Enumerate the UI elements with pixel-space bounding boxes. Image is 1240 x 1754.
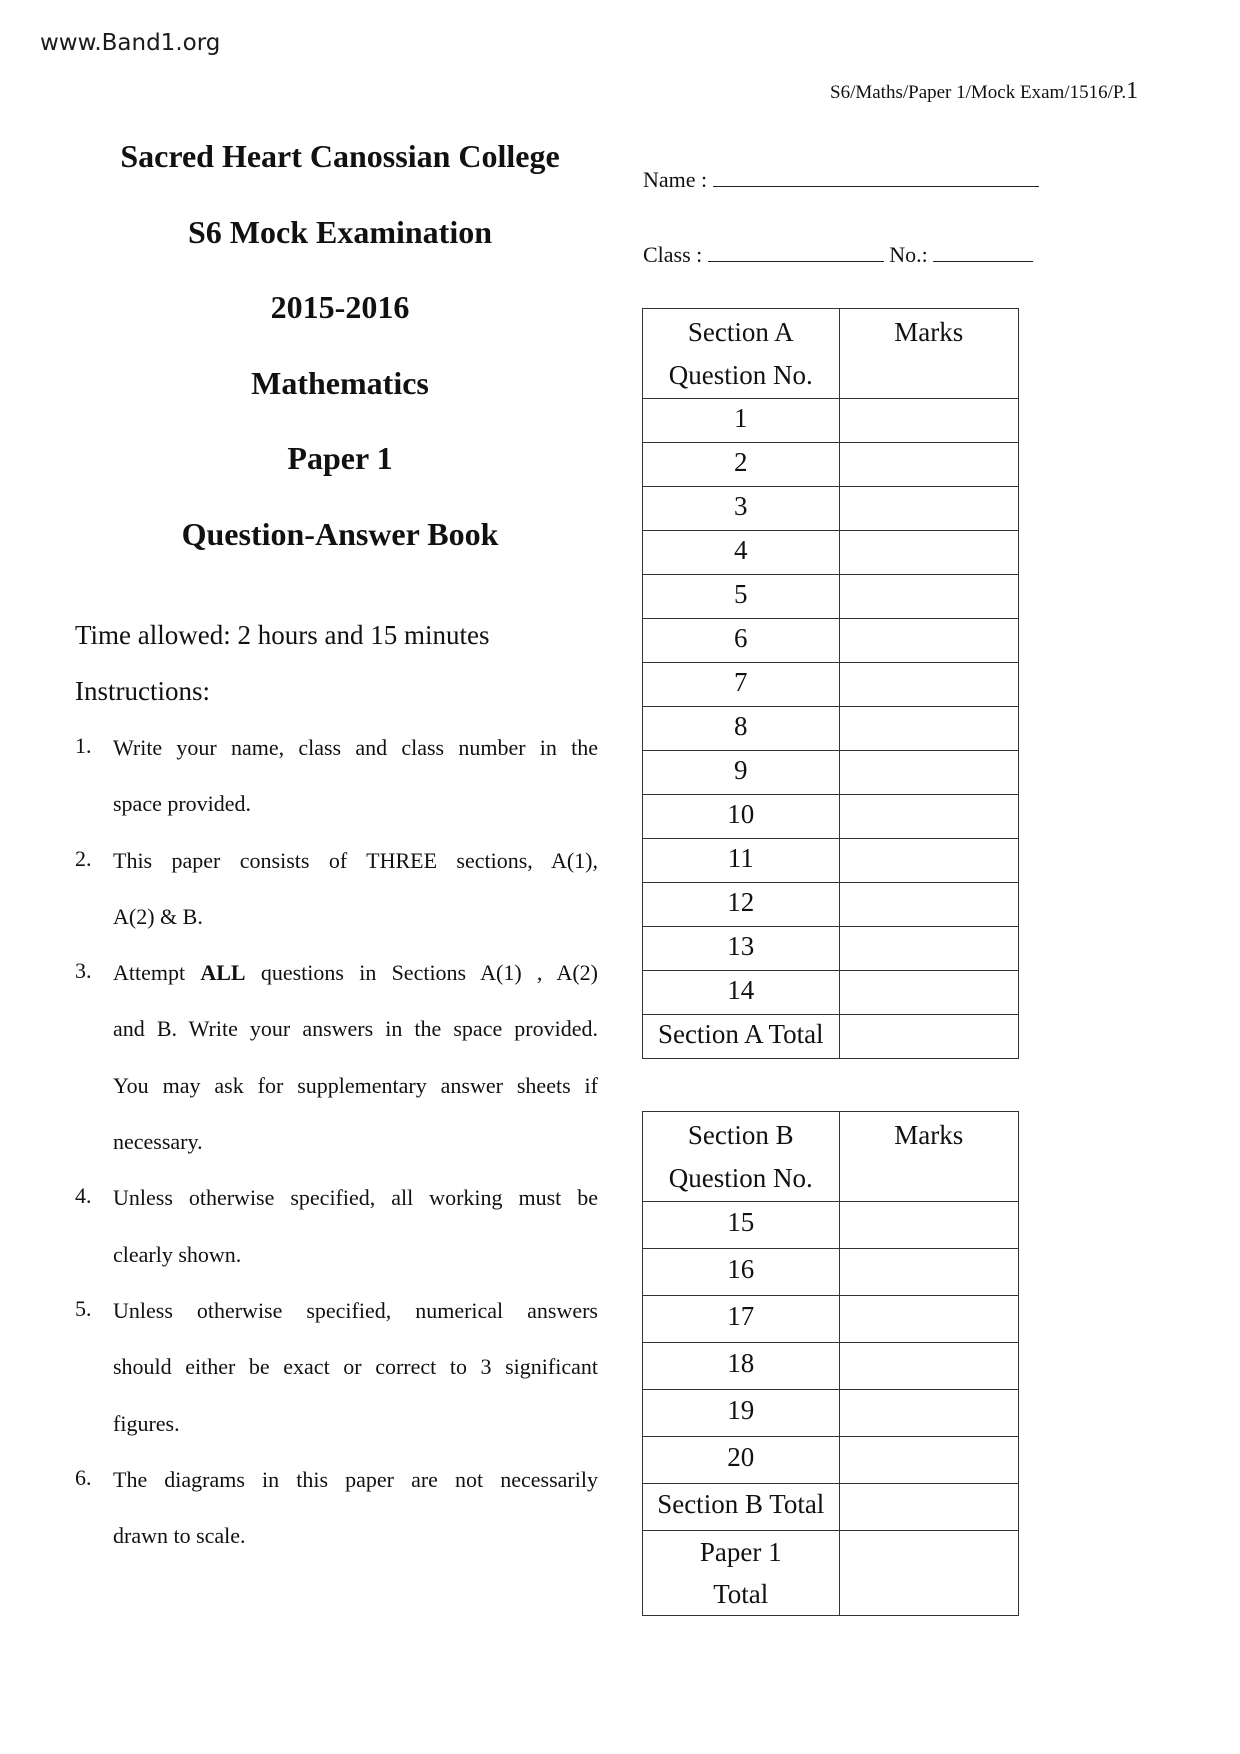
cover-titles [60, 136, 620, 589]
marks-cell[interactable] [839, 795, 1018, 839]
book-type: Question-Answer Book [181, 515, 499, 552]
table-header: Section B Question No. Marks [643, 1112, 1019, 1202]
table-row: 13 [643, 927, 1019, 971]
watermark: www.Band1.org [40, 30, 221, 56]
table-row: 16 [643, 1249, 1019, 1296]
table-row: 18 [643, 1343, 1019, 1390]
subject: Mathematics [251, 364, 429, 401]
table-row: 8 [643, 707, 1019, 751]
school-year: 2015-2016 [270, 289, 410, 325]
marks-cell[interactable] [839, 839, 1018, 883]
table-row: 15 [643, 1202, 1019, 1249]
section-a-total-cell[interactable] [839, 1015, 1018, 1059]
exam-name: S6 Mock Examination [187, 213, 493, 250]
name-input[interactable] [713, 166, 1039, 187]
marks-cell[interactable] [839, 663, 1018, 707]
marks-cell[interactable] [839, 1343, 1018, 1390]
class-input[interactable] [708, 241, 884, 262]
marks-cell[interactable] [839, 575, 1018, 619]
table-row: 2 [643, 443, 1019, 487]
instruction-item: 3. Attempt ALL questions in Sections A(1) , A(2) and B. Write your answers in the space provided. You may ask for supplementary answer sheets if necessary. [75, 958, 598, 1155]
name-field-row [643, 166, 1039, 193]
class-field-row [643, 241, 1033, 268]
marks-cell[interactable] [839, 619, 1018, 663]
table-row: 4 [643, 531, 1019, 575]
paper-total-cell[interactable] [839, 1531, 1018, 1616]
marks-cell[interactable] [839, 927, 1018, 971]
table-row: 6 [643, 619, 1019, 663]
table-row: 11 [643, 839, 1019, 883]
paper-total-row: Paper 1 Total [643, 1531, 1019, 1616]
marks-cell[interactable] [839, 1437, 1018, 1484]
instruction-item: 2. This paper consists of THREE sections, A(1), A(2) & B. [75, 845, 598, 929]
marks-cell[interactable] [839, 531, 1018, 575]
section-b-marks-table [642, 1111, 1019, 1616]
section-a-marks-table [642, 308, 1019, 1059]
table-header: Section A Question No. Marks [643, 309, 1019, 399]
table-row: 5 [643, 575, 1019, 619]
paper-number: Paper 1 [287, 440, 393, 476]
table-row: 12 [643, 883, 1019, 927]
class-label: Class : [643, 242, 703, 267]
instructions-heading: Instructions: [75, 676, 210, 706]
table-row: 9 [643, 751, 1019, 795]
section-b-total-cell[interactable] [839, 1484, 1018, 1531]
section-b-total-row: Section B Total [643, 1484, 1019, 1531]
instruction-item: 6. The diagrams in this paper are not necessarily drawn to scale. [75, 1464, 598, 1549]
section-a-total-row: Section A Total [643, 1015, 1019, 1059]
table-row: 7 [643, 663, 1019, 707]
table-row: 19 [643, 1390, 1019, 1437]
number-label: No.: [889, 242, 928, 267]
table-row: 14 [643, 971, 1019, 1015]
table-row: 1 [643, 399, 1019, 443]
marks-cell[interactable] [839, 1202, 1018, 1249]
marks-cell[interactable] [839, 487, 1018, 531]
marks-cell[interactable] [839, 399, 1018, 443]
marks-cell[interactable] [839, 751, 1018, 795]
marks-cell[interactable] [839, 971, 1018, 1015]
marks-cell[interactable] [839, 707, 1018, 751]
marks-cell[interactable] [839, 443, 1018, 487]
instructions-list [75, 733, 598, 1577]
name-label: Name : [643, 167, 708, 192]
school-name: Sacred Heart Canossian College [120, 138, 560, 174]
marks-cell[interactable] [839, 1249, 1018, 1296]
marks-cell[interactable] [839, 883, 1018, 927]
class-number-input[interactable] [933, 241, 1033, 262]
table-row: 3 [643, 487, 1019, 531]
instruction-item: 1. Write your name, class and class number in the space provided. [75, 733, 598, 817]
page-number: 1 [1126, 78, 1139, 104]
table-row: 20 [643, 1437, 1019, 1484]
emphasis-all: ALL [200, 960, 246, 986]
page-reference: S6/Maths/Paper 1/Mock Exam/1516/P.1 [830, 78, 1139, 104]
table-row: 17 [643, 1296, 1019, 1343]
table-row: 10 [643, 795, 1019, 839]
marks-cell[interactable] [839, 1390, 1018, 1437]
time-allowed: Time allowed: 2 hours and 15 minutes [75, 620, 490, 650]
instruction-item: 4. Unless otherwise specified, all working must be clearly shown. [75, 1183, 598, 1267]
marks-cell[interactable] [839, 1296, 1018, 1343]
instruction-item: 5. Unless otherwise specified, numerical answers should either be exact or correct to 3 significant figures. [75, 1295, 598, 1436]
